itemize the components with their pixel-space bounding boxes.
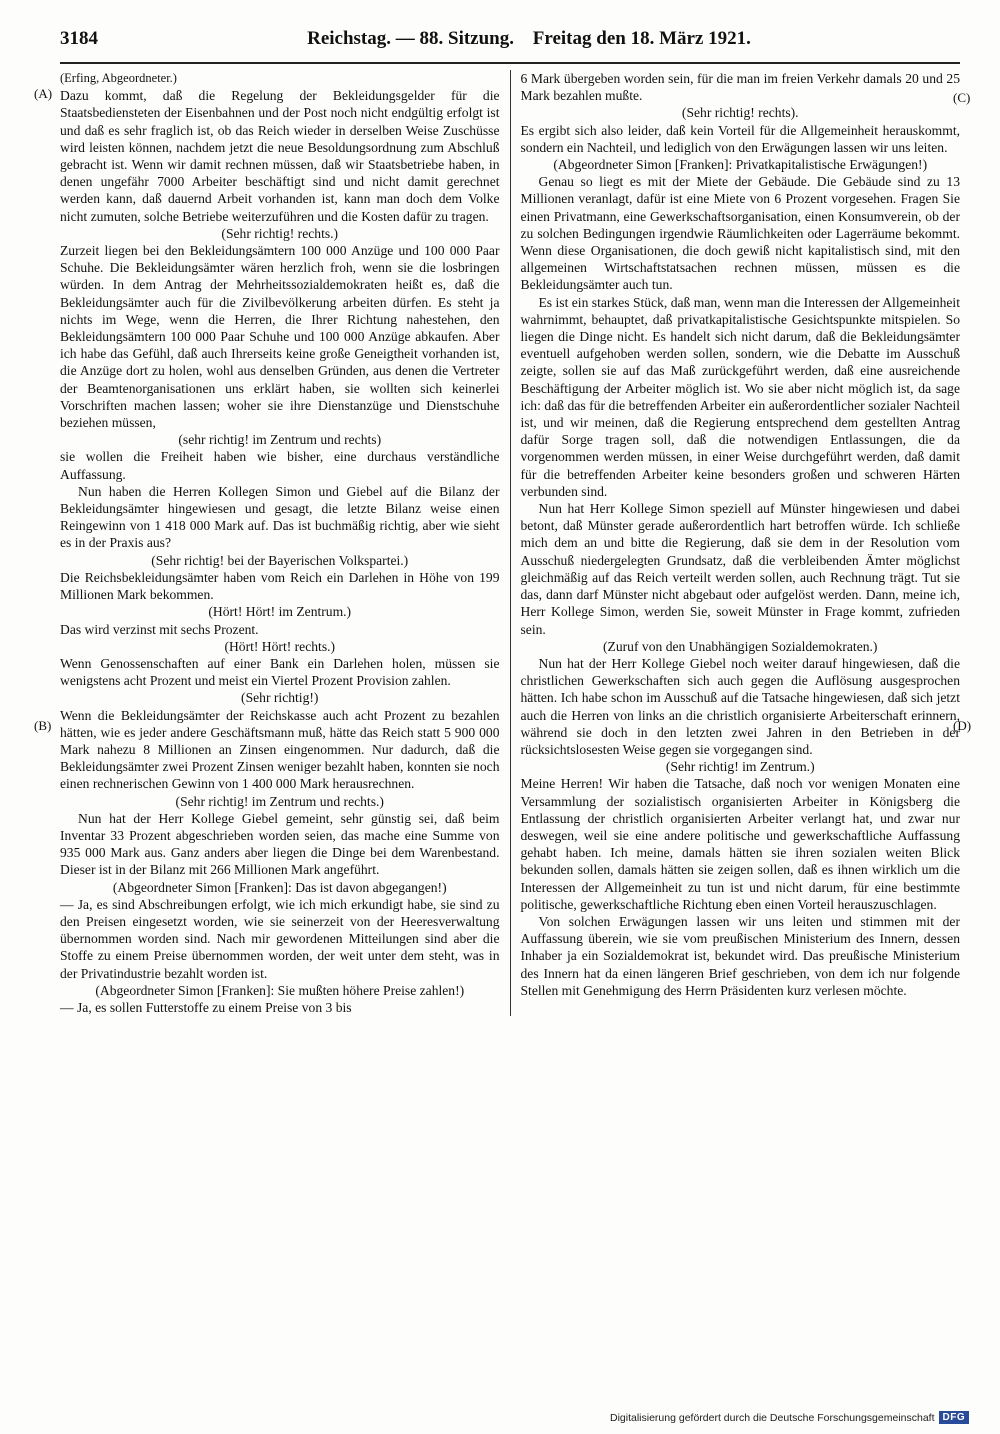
paragraph: Meine Herren! Wir haben die Tatsache, daß noch vor wenigen Monaten eine Versammlung der sozialistisch organisierten Arbeiter in Königsberg die Entlassung der christlich organisierten Arbeiter verlangt hat, und zwar nur deswegen, weil sie eine andere politische und gewerkschaftliche Auffassung gehabt haben. Ich meine, damals hätten sie ihren sozialen weiten Blick bekunden sollen, damals hätten sie zeigen sollen, daß es ihnen wirklich um die Interessen der Allgemeinheit zu tun ist und nicht darum, für eine bestimmte politische, gewerkschaftliche Richtung eben einen Vorteil herauszuschlagen. (520, 776, 960, 912)
paragraph: — Ja, es sind Abschreibungen erfolgt, wie ich mich erkundigt habe, sie sind zu den Preisen eingesetzt worden, wie sie seinerzeit von der Heeresverwaltung übernommen worden sind. Nach mir gewordenen Mitteilungen sind aber die Stoffe zu einem Preise übernommen worden, der weit unter dem steht, was in der Privatindustrie bezahlt worden ist. (60, 896, 500, 981)
interjection: (Sehr richtig! rechts.) (221, 225, 339, 241)
page-number: 3184 (60, 28, 98, 49)
interjection: (Sehr richtig! im Zentrum und rechts.) (175, 793, 384, 809)
interjection: (Abgeordneter Simon [Franken]: Privatkapitalistische Erwägungen!) (553, 157, 928, 173)
interjection: (Abgeordneter Simon [Franken]: Das ist davon abgegangen!) (112, 879, 447, 895)
paragraph: Nun hat Herr Kollege Simon speziell auf Münster hingewiesen und dabei betont, daß Münster gerade außerordentlich hart betroffen würde. Ich schließe mich dem an und bitte die Regierung, daß sie dem in der Resolution vom Ausschuß niedergelegten Grundsatz, daß die verbleibenden Ämter möglichst gleichmäßig auf das Reich verteilt werden sollen, auch Rechnung trägt. Tut sie das, dann darf Münster nicht abgebaut oder aufgelöst werden. Dann, meine ich, Herr Kollege Simon, werden Sie, soweit Münster in Frage kommt, zufrieden sein. (520, 501, 960, 637)
paragraph: Es ergibt sich also leider, daß kein Vorteil für die Allgemeinheit herauskommt, sondern ein Nachteil, und lediglich von den Erwägungen lassen wir uns leiten. (520, 122, 960, 155)
dfg-logo: DFG (939, 1411, 970, 1424)
session-title-text: Reichstag. — 88. Sitzung. (307, 28, 515, 49)
interjection: (sehr richtig! im Zentrum und rechts) (178, 432, 382, 448)
interjection: (Sehr richtig! im Zentrum.) (665, 759, 815, 775)
interjection: (Hört! Hört! rechts.) (224, 638, 336, 654)
session-title (98, 28, 960, 50)
page-header (60, 28, 960, 64)
paragraph: 6 Mark übergeben worden sein, für die man im freien Verkehr damals 20 und 25 Mark bezahlen mußte. (520, 71, 960, 104)
interjection: (Hört! Hört! im Zentrum.) (208, 604, 352, 620)
paragraph: Wenn Genossenschaften auf einer Bank ein Darlehen holen, müssen sie wenigstens acht Prozent und meist ein Viertel Prozent Provision zahlen. (60, 655, 500, 689)
paragraph: Die Reichsbekleidungsämter haben vom Reich ein Darlehen in Höhe von 199 Millionen Mark bekommen. (60, 569, 500, 603)
left-column (60, 70, 511, 1016)
margin-mark-a: (A) (34, 86, 53, 101)
paragraph: Nun hat der Herr Kollege Giebel noch weiter darauf hingewiesen, daß die christlichen Gewerkschaften sich auch gegen die Auflösung ausgesprochen hätten. Ich habe schon im Ausschuß auf die Tatsache hingewiesen, daß sich jetzt auch die Herren von links an die christlich organisierte Arbeiterschaft erinnern, während sie doch in den letzten zwei Jahren in den Betrieben in der rücksichtslosesten Weise gegen sie vorgegangen sind. (520, 655, 960, 757)
right-column (511, 70, 961, 1016)
footer-text: Digitalisierung gefördert durch die Deutsche Forschungsgemeinschaft (610, 1411, 935, 1424)
paragraph: Es ist ein starkes Stück, daß man, wenn man die Interessen der Allgemeinheit wahrnimmt, behauptet, daß privatkapitalistische Gesichtspunkte mitspielen. So liegen die Dinge nicht. Es handelt sich nicht darum, daß die Bekleidungsämter eventuell aufgehoben werden sollen, sondern, wie die Debatte im Ausschuß zeigte, sollen sie auf das Maß zurückgeführt werden, daß eine ausreichende Beschäftigung der Arbeiter möglich ist. Wo sie aber nicht möglich ist, da sage ich: daß das für die betreffenden Arbeiter ein außerordentlicher sozialer Nachteil ist, und wir meinen, daß die Regierung entsprechend dem gestellten Antrag dafür Sorge tragen soll, daß die notwendigen Entlassungen, die da vorgenommen werden müssen, in einer Weise durchgeführt werden, daß damit für die betreffenden Arbeiter keine besonders großen und schweren Härten verbunden sind. (520, 294, 960, 499)
paragraph: Nun haben die Herren Kollegen Simon und Giebel auf die Bilanz der Bekleidungsämter hingewiesen und gesagt, die letzte Bilanz weise einen Reingewinn von 1 418 000 Mark auf. Das ist buchmäßig richtig, aber wie sieht es in der Praxis aus? (60, 483, 500, 551)
paragraph: Wenn die Bekleidungsämter der Reichskasse auch acht Prozent zu bezahlen hätten, wie es jeder andere Geschäftsmann muß, hätte das Reich statt 5 900 000 Mark nahezu 8 Millionen an Zinsen eingenommen. Nur dadurch, daß die Bekleidungsämter zwei Prozent Zinsen weniger bezahlt haben, konnten sie noch einen rechnerischen Gewinn von 1 400 000 Mark herausrechnen. (60, 707, 500, 792)
session-date: Freitag den 18. März 1921. (532, 28, 751, 49)
paragraph: Nun hat der Herr Kollege Giebel gemeint, sehr günstig sei, daß beim Inventar 33 Prozent abgeschrieben worden seien, das mache eine Summe von 935 000 Mark aus. Ganz anders aber liegen die Dinge bei dem Warenbestand. Dieser ist in der Bilanz mit 266 Millionen Mark angeführt. (60, 810, 500, 878)
margin-mark-c: (C) (953, 90, 971, 105)
paragraph: Das wird verzinst mit sechs Prozent. (60, 621, 259, 637)
text-columns (60, 70, 960, 1016)
paragraph: Zurzeit liegen bei den Bekleidungsämtern 100 000 Anzüge und 100 000 Paar Schuhe. Die Bekleidungsämter wären herzlich froh, wenn sie die losbringen würden. In dem Antrag der Mehrheitssozialdemokraten heißt es, daß die Bekleidungsämter auch für die Zivilbevölkerung arbeiten dürfen. Es steht ja nichts im Wege, wenn die Herren, die Ihrer Richtung nahestehen, den Bekleidungsämtern 100 000 Paar Schuhe und 100 000 Anzüge abkaufen. Aber ich habe das Gefühl, daß auch Ihrerseits keine große Geneigtheit vorhanden ist, die Anzüge dort zu holen, wohl aus denselben Gründen, aus denen die Vertreter der Beamtenorganisationen uns erklärt haben, sie wollten sich keinerlei Vorschriften machen lassen; woher sie ihre Dienstanzüge und Dienstschuhe beziehen müssen, (60, 243, 500, 431)
interjection: (Abgeordneter Simon [Franken]: Sie mußten höhere Preise zahlen!) (95, 982, 465, 998)
interjection: (Sehr richtig! rechts). (681, 105, 799, 121)
interjection: (Sehr richtig! bei der Bayerischen Volkspartei.) (151, 552, 409, 568)
interjection: (Sehr richtig!) (241, 690, 319, 706)
margin-mark-d: (D) (953, 718, 972, 733)
paragraph: (Erfing, Abgeordneter.) (60, 71, 177, 85)
margin-mark-b: (B) (34, 718, 52, 733)
paragraph: sie wollen die Freiheit haben wie bisher, eine durchaus verständliche Auffassung. (60, 449, 500, 482)
paragraph: Genau so liegt es mit der Miete der Gebäude. Die Gebäude sind zu 13 Millionen veranlagt, dafür ist eine Miete von 6 Prozent vorgesehen. Fragen Sie einen Privatmann, eine Gewerkschaftsorganisation, einen Konsumverein, ob der zu solchen Bedingungen irgendwie Räumlichkeiten oder Lagerräume bekommt. Wenn diese Organisationen, die doch gewiß nicht kapitalistisch sind, mit den allgemeinen Wirtschaftstatsachen rechnen müssen, müssen es die Bekleidungsämter auch tun. (520, 174, 960, 293)
paragraph: — Ja, es sollen Futterstoffe zu einem Preise von 3 bis (60, 999, 352, 1015)
page (60, 28, 960, 1016)
digitization-footer (610, 1411, 969, 1424)
paragraph: Dazu kommt, daß die Regelung der Bekleidungsgelder für die Staatsbediensteten der Eisenbahnen und der Post noch nicht endgültig erfolgt ist und daß es sehr fraglich ist, ob das Reich wieder in derselben Weise Zuschüsse wird leisten können, nachdem jetzt die neue Besoldungsordnung zum Abschluß gebracht ist. Wenn wir damit rechnen müssen, daß wir Staatsbetriebe haben, in denen ungefähr 7000 Arbeiter beschäftigt sind und nicht damit gerechnet werden kann, daß dauernd Arbeit vorhanden ist, kann man doch dem Volke nicht zumuten, solche Betriebe weiterzuführen und die Kosten dafür zu tragen. (60, 88, 500, 224)
paragraph: Von solchen Erwägungen lassen wir uns leiten und stimmen mit der Auffassung überein, wie sie vom preußischen Ministerium des Innern, dessen Inhaber ja ein Sozialdemokrat ist, bekundet wird. Das preußische Ministerium des Innern hat da einen längeren Brief geschrieben, von dem ich nur folgende Stellen mit Genehmigung des Herrn Präsidenten kurz verlesen möchte. (520, 913, 960, 998)
interjection: (Zuruf von den Unabhängigen Sozialdemokraten.) (603, 638, 878, 654)
